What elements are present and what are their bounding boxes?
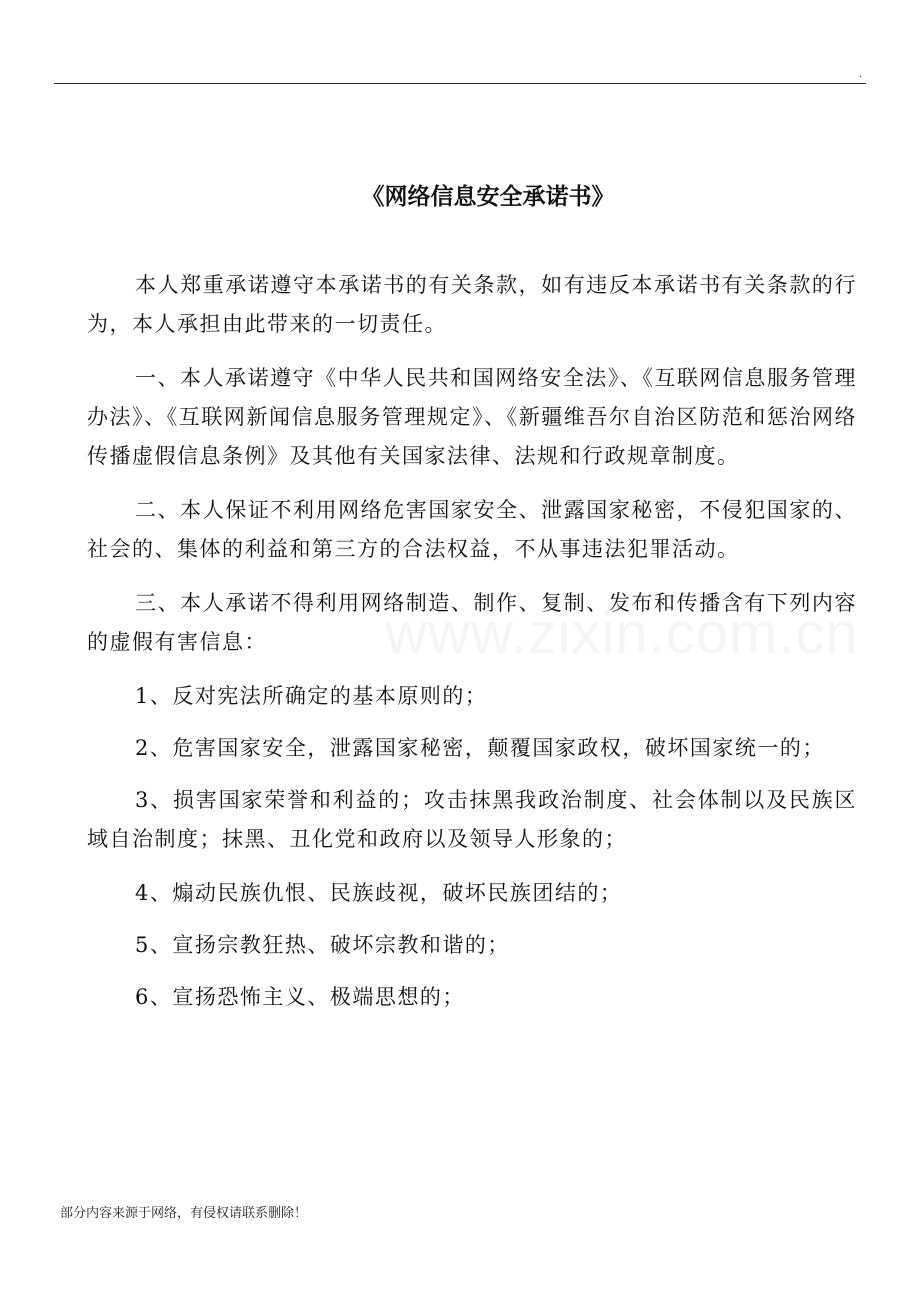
paragraph-intro: 本人郑重承诺遵守本承诺书的有关条款，如有违反本承诺书有关条款的行为，本人承担由此带来的一切责任。 — [87, 273, 857, 336]
paragraph-clause-3: 三、本人承诺不得利用网络制造、制作、复制、发布和传播含有下列内容的虚假有害信息： — [87, 591, 857, 654]
paragraph-clause-2: 二、本人保证不利用网络危害国家安全、泄露国家秘密，不侵犯国家的、社会的、集体的利益和第三方的合法权益，不从事违法犯罪活动。 — [87, 498, 857, 561]
list-item: 4、煽动民族仇恨、民族歧视，破坏民族团结的； — [135, 881, 623, 905]
list-item: 2、危害国家安全，泄露国家秘密，颠覆国家政权，破坏国家统一的； — [135, 736, 825, 760]
list-item: 5、宣扬宗教狂热、破坏宗教和谐的； — [135, 933, 510, 957]
header-divider — [54, 83, 866, 84]
document-body — [87, 266, 857, 1030]
document-title: 《网络信息安全承诺书》 — [361, 184, 615, 210]
list-item: 6、宣扬恐怖主义、极端思想的； — [135, 985, 465, 1009]
header-mark: . — [859, 66, 862, 80]
paragraph-clause-1: 一、本人承诺遵守《中华人民共和国网络安全法》、《互联网信息服务管理办法》、《互联网新闻信息服务管理规定》、《新疆维吾尔自治区防范和惩治网络传播虚假信息条例》及其他有关国家法律、法规和行政规章制度。 — [87, 366, 857, 468]
list-item: 3、损害国家荣誉和利益的；攻击抹黑我政治制度、社会体制以及民族区域自治制度；抹黑、丑化党和政府以及领导人形象的； — [87, 788, 857, 851]
footer-disclaimer: 部分内容来源于网络，有侵权请联系删除！ — [60, 1206, 308, 1221]
list-item: 1、反对宪法所确定的基本原则的； — [135, 684, 488, 708]
